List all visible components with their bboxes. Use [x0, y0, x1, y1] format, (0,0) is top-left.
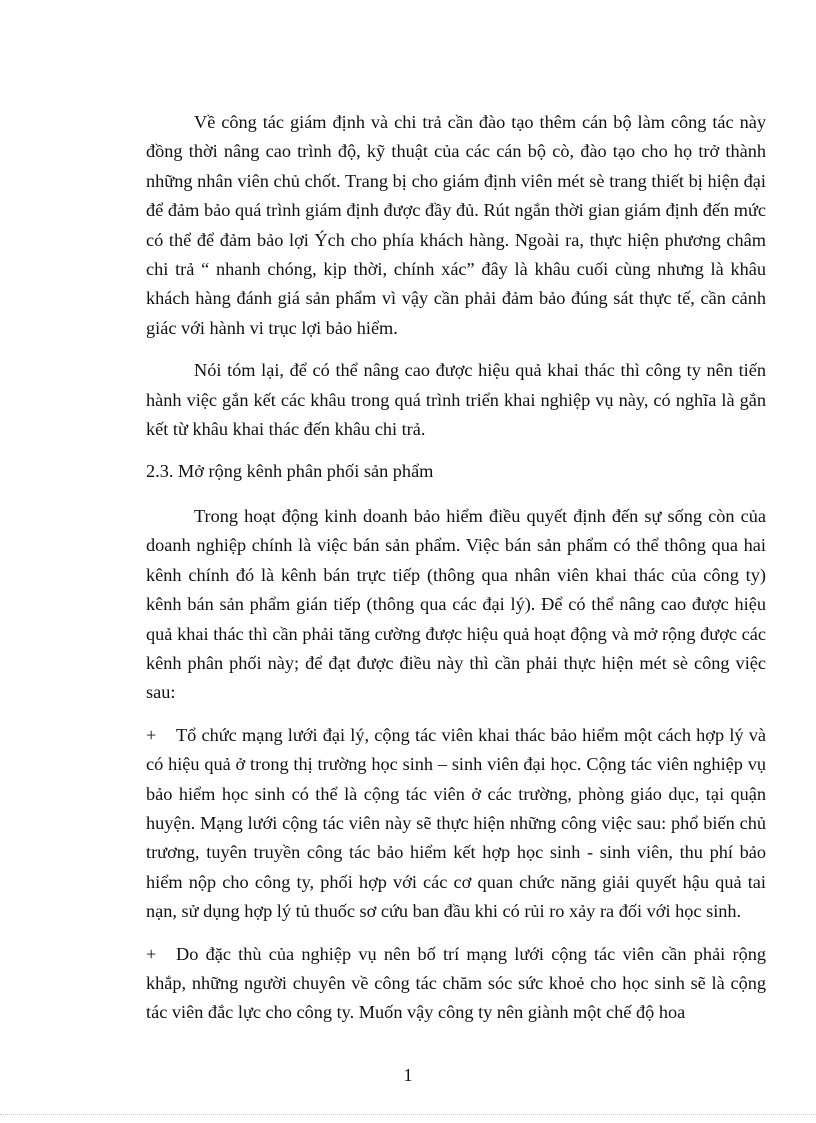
bullet-text: Do đặc thù của nghiệp vụ nên bố trí mạng lưới cộng tác viên cần phải rộng khắp, những người chuyên về công tác chăm sóc sức khoẻ cho học sinh sẽ là cộng tác viên đắc lực cho công ty. Muốn vậy công ty nên giành một chế độ hoa — [146, 943, 766, 1023]
bullet-item-collaborators — [146, 940, 766, 1028]
section-heading: 2.3. Mở rộng kênh phân phối sản phẩm — [146, 461, 434, 482]
page-number: 1 — [403, 1065, 413, 1085]
page-bottom-divider — [0, 1114, 816, 1115]
bullet-text: Tổ chức mạng lưới đại lý, cộng tác viên khai thác bảo hiểm một cách hợp lý và có hiệu quả ở trong thị trường học sinh – sinh viên đại học. Cộng tác viên nghiệp vụ bảo hiểm học sinh có thể là cộng tác viên ở các trường, phòng giáo dục, tại quận huyện. Mạng lưới cộng tác viên này sẽ thực hiện những công việc sau: phổ biến chủ trương, tuyên truyền công tác bảo hiểm kết hợp học sinh - sinh viên, thu phí bảo hiểm nộp cho công ty, phối hợp với các cơ quan chức năng giải quyết hậu quả tai nạn, sử dụng hợp lý tủ thuốc sơ cứu ban đầu khi có rủi ro xảy ra đối với học sinh. — [146, 724, 766, 922]
paragraph-summary: Nói tóm lại, để có thể nâng cao được hiệu quả khai thác thì công ty nên tiến hành việc gắn kết các khâu trong quá trình triển khai nghiệp vụ này, có nghĩa là gắn kết từ khâu khai thác đến khâu chi trả. — [146, 360, 766, 440]
paragraph-distribution-channels: Trong hoạt động kinh doanh bảo hiểm điều quyết định đến sự sống còn của doanh nghiệp chính là việc bán sản phẩm. Việc bán sản phẩm có thể thông qua hai kênh chính đó là kênh bán trực tiếp (thông qua nhân viên khai thác của công ty) kênh bán sản phẩm gián tiếp (thông qua các đại lý). Để có thể nâng cao được hiệu quả khai thác thì cần phải tăng cường được hiệu quả hoạt động và mở rộng được các kênh phân phối này; để đạt được điều này thì cần phải thực hiện mét sè công việc sau: — [146, 505, 766, 703]
bullet-marker: + — [146, 724, 157, 745]
bullet-marker: + — [146, 943, 157, 964]
document-page — [146, 108, 766, 1041]
paragraph-assessment-payment: Về công tác giám định và chi trả cần đào tạo thêm cán bộ làm công tác này đồng thời nâng cao trình độ, kỹ thuật của các cán bộ cò, đào tạo cho họ trở thành những nhân viên chủ chốt. Trang bị cho giám định viên mét sè trang thiết bị hiện đại để đảm bảo quá trình giám định được đầy đủ. Rút ngắn thời gian giám định đến mức có thể để đảm bảo lợi Ých cho phía khách hàng. Ngoài ra, thực hiện phương châm chi trả “ nhanh chóng, kịp thời, chính xác” đây là khâu cuối cùng nhưng là khâu khách hàng đánh giá sản phẩm vì vậy cần phải đảm bảo đúng sát thực tế, cần cảnh giác với hành vi trục lợi bảo hiểm. — [146, 112, 766, 338]
bullet-item-agent-network — [146, 721, 766, 927]
